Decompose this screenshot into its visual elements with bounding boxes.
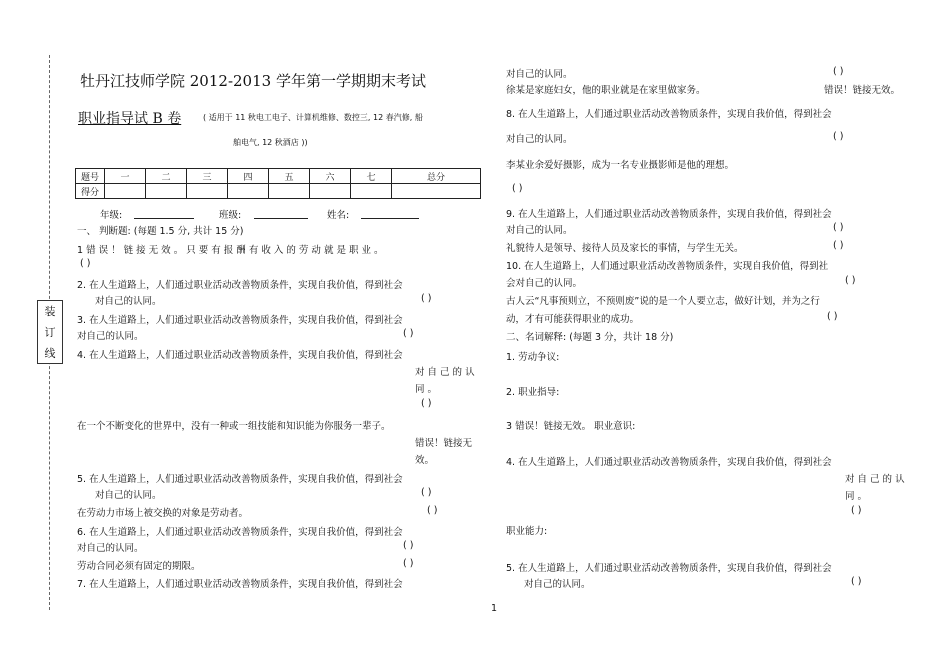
table-cell: 四 <box>228 169 269 184</box>
question-text: 2. 在人生道路上，人们通过职业活动改善物质条件，实现自我价值，得到社会 <box>77 280 403 291</box>
name-label: 姓名: <box>327 210 350 221</box>
question-text: 6. 在人生道路上，人们通过职业活动改善物质条件，实现自我价值，得到社会 <box>77 527 403 538</box>
score-cell[interactable] <box>392 184 481 199</box>
page-number: 1 <box>491 603 498 614</box>
error-text: 错误！链接无效。 <box>824 85 901 96</box>
binding-char: 线 <box>44 346 56 360</box>
table-cell: 题号 <box>76 169 105 184</box>
answer-paren: ( ) <box>833 222 844 233</box>
question-text: 动，才有可能获得职业的成功。 <box>506 314 640 325</box>
term-label: 3 错误！链接无效。 职业意识: <box>506 421 636 432</box>
applicable-classes: ( 适用于 11 秋电工电子、计算机维修、数控三, 12 春汽修, 船 <box>203 113 423 122</box>
table-cell: 一 <box>105 169 146 184</box>
answer-paren: ( ) <box>421 398 432 409</box>
score-table <box>75 168 481 199</box>
question-text: 同 。 <box>845 491 868 502</box>
question-text: 对 自 己 的 认 <box>845 474 905 485</box>
question-text: 对自己的认同。 <box>506 69 573 80</box>
score-table-score-row <box>76 184 481 199</box>
score-cell[interactable] <box>351 184 392 199</box>
class-label: 班级: <box>219 210 242 221</box>
answer-paren: ( ) <box>403 540 414 551</box>
answer-paren: ( ) <box>403 328 414 339</box>
class-blank[interactable] <box>254 218 308 219</box>
answer-paren: ( ) <box>512 183 523 194</box>
score-cell[interactable] <box>310 184 351 199</box>
question-text: 礼貌待人是领导、接待人员及家长的事情，与学生无关。 <box>506 243 744 254</box>
question-text: 在一个不断变化的世界中，没有一种或一组技能和知识能为你服务一辈子。 <box>77 421 391 432</box>
section-heading: 二、名词解释: (每题 3 分，共计 18 分) <box>506 332 674 343</box>
question-text: 4. 在人生道路上，人们通过职业活动改善物质条件，实现自我价值，得到社会 <box>506 457 832 468</box>
question-text: 5. 在人生道路上，人们通过职业活动改善物质条件，实现自我价值，得到社会 <box>506 563 832 574</box>
question-text: 10. 在人生道路上，人们通过职业活动改善物质条件，实现自我价值，得到社 <box>506 261 829 272</box>
grade-blank[interactable] <box>134 218 194 219</box>
error-text: 错误！链接无 <box>415 438 473 449</box>
answer-paren: ( ) <box>421 487 432 498</box>
table-cell: 得分 <box>76 184 105 199</box>
exam-name: 职业指导试 B 卷 <box>78 111 182 127</box>
question-text: 李某业余爱好摄影，成为一名专业摄影师是他的理想。 <box>506 160 735 171</box>
question-text: 4. 在人生道路上，人们通过职业活动改善物质条件，实现自我价值，得到社会 <box>77 350 403 361</box>
school-title: 牡丹江技师学院 2012-2013 学年第一学期期末考试 <box>80 72 426 90</box>
question-text: 徐某是家庭妇女，他的职业就是在家里做家务。 <box>506 85 706 96</box>
name-blank[interactable] <box>361 218 419 219</box>
question-text: 对自己的认同。 <box>77 331 144 342</box>
question-text: 5. 在人生道路上，人们通过职业活动改善物质条件，实现自我价值，得到社会 <box>77 474 403 485</box>
question-text: 古人云“凡事预则立，不预则废”说的是一个人要立志，做好计划，并为之行 <box>506 296 820 307</box>
score-cell[interactable] <box>228 184 269 199</box>
applicable-classes-cont: 舶电气, 12 秋酒店 )) <box>233 138 308 147</box>
question-text: 1 错 误 ！ 链 接 无 效 。 只 要 有 报 酬 有 收 入 的 劳 动 就 是 职 业 。 <box>77 245 384 256</box>
table-cell: 三 <box>187 169 228 184</box>
question-text: 对自己的认同。 <box>77 543 144 554</box>
score-cell[interactable] <box>146 184 187 199</box>
answer-paren: ( ) <box>833 131 844 142</box>
binding-label <box>37 300 63 364</box>
question-text: 劳动合同必须有固定的期限。 <box>77 561 201 572</box>
score-cell[interactable] <box>187 184 228 199</box>
answer-paren: ( ) <box>403 558 414 569</box>
error-text: 效。 <box>415 455 435 466</box>
table-cell: 二 <box>146 169 187 184</box>
question-text: 对自己的认同。 <box>524 579 591 590</box>
question-text: 对自己的认同。 <box>506 134 573 145</box>
term-label: 职业能力: <box>506 526 548 537</box>
table-cell: 总分 <box>392 169 481 184</box>
table-cell: 七 <box>351 169 392 184</box>
question-text: 7. 在人生道路上，人们通过职业活动改善物质条件，实现自我价值，得到社会 <box>77 579 403 590</box>
question-text: 8. 在人生道路上，人们通过职业活动改善物质条件，实现自我价值，得到社会 <box>506 109 832 120</box>
binding-char: 订 <box>44 325 56 339</box>
answer-paren: ( ) <box>833 66 844 77</box>
binding-char: 装 <box>44 305 56 319</box>
question-text: 对 自 己 的 认 <box>415 367 475 378</box>
question-text: 3. 在人生道路上，人们通过职业活动改善物质条件，实现自我价值，得到社会 <box>77 315 403 326</box>
answer-paren: ( ) <box>427 505 438 516</box>
answer-paren: ( ) <box>851 576 862 587</box>
question-text: 在劳动力市场上被交换的对象是劳动者。 <box>77 508 249 519</box>
answer-paren: ( ) <box>851 505 862 516</box>
table-cell: 五 <box>269 169 310 184</box>
answer-paren: ( ) <box>827 311 838 322</box>
table-cell: 六 <box>310 169 351 184</box>
question-text: 对自己的认同。 <box>506 225 573 236</box>
answer-paren: ( ) <box>845 275 856 286</box>
question-text: 对自己的认同。 <box>95 296 162 307</box>
answer-paren: ( ) <box>833 240 844 251</box>
section-heading: 一、 判断题: (每题 1.5 分, 共计 15 分) <box>77 226 244 237</box>
question-text: 9. 在人生道路上，人们通过职业活动改善物质条件，实现自我价值，得到社会 <box>506 209 832 220</box>
term-label: 2. 职业指导: <box>506 387 560 398</box>
score-table-header-row <box>76 169 481 184</box>
answer-paren: ( ) <box>421 293 432 304</box>
score-cell[interactable] <box>269 184 310 199</box>
score-cell[interactable] <box>105 184 146 199</box>
question-text: 对自己的认同。 <box>95 490 162 501</box>
question-text: 会对自己的认同。 <box>506 278 583 289</box>
term-label: 1. 劳动争议: <box>506 352 560 363</box>
answer-paren: ( ) <box>80 258 91 269</box>
question-text: 同 。 <box>415 384 438 395</box>
grade-label: 年级: <box>100 210 123 221</box>
